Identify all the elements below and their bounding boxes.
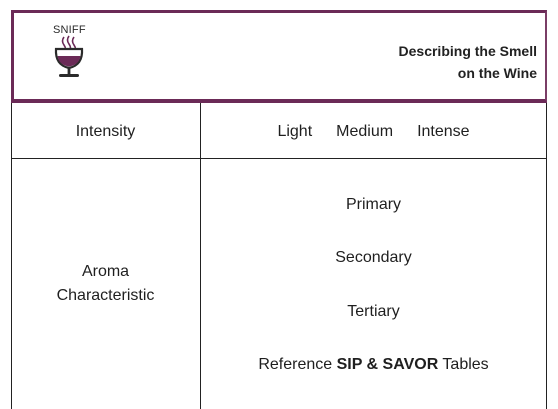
header-title-line1: Describing the Smell — [398, 43, 537, 59]
header-title — [399, 40, 537, 84]
reference-prefix: Reference — [258, 356, 333, 373]
level-intense: Intense — [417, 123, 470, 140]
description-table — [11, 103, 547, 409]
wine-glass-icon — [52, 35, 86, 79]
aroma-characteristic-label — [11, 260, 200, 308]
level-light: Light — [277, 123, 313, 140]
header-title-line2: on the Wine — [457, 65, 537, 81]
header-band — [11, 10, 547, 103]
reference-note — [201, 356, 546, 374]
table-border-right — [546, 103, 547, 409]
level-medium: Medium — [336, 123, 394, 140]
reference-tables-name: SIP & SAVOR — [336, 356, 439, 373]
intensity-levels — [201, 123, 546, 141]
aroma-tertiary: Tertiary — [347, 303, 400, 320]
logo-label: SNIFF — [53, 24, 86, 36]
reference-suffix: Tables — [442, 356, 489, 373]
aroma-label-line1: Aroma — [81, 263, 130, 280]
intensity-label: Intensity — [75, 123, 136, 140]
aroma-secondary: Secondary — [335, 249, 412, 266]
table-border-left — [11, 103, 12, 409]
aroma-label-line2: Characteristic — [56, 287, 155, 304]
aroma-primary: Primary — [345, 196, 402, 213]
row-divider — [11, 158, 547, 159]
